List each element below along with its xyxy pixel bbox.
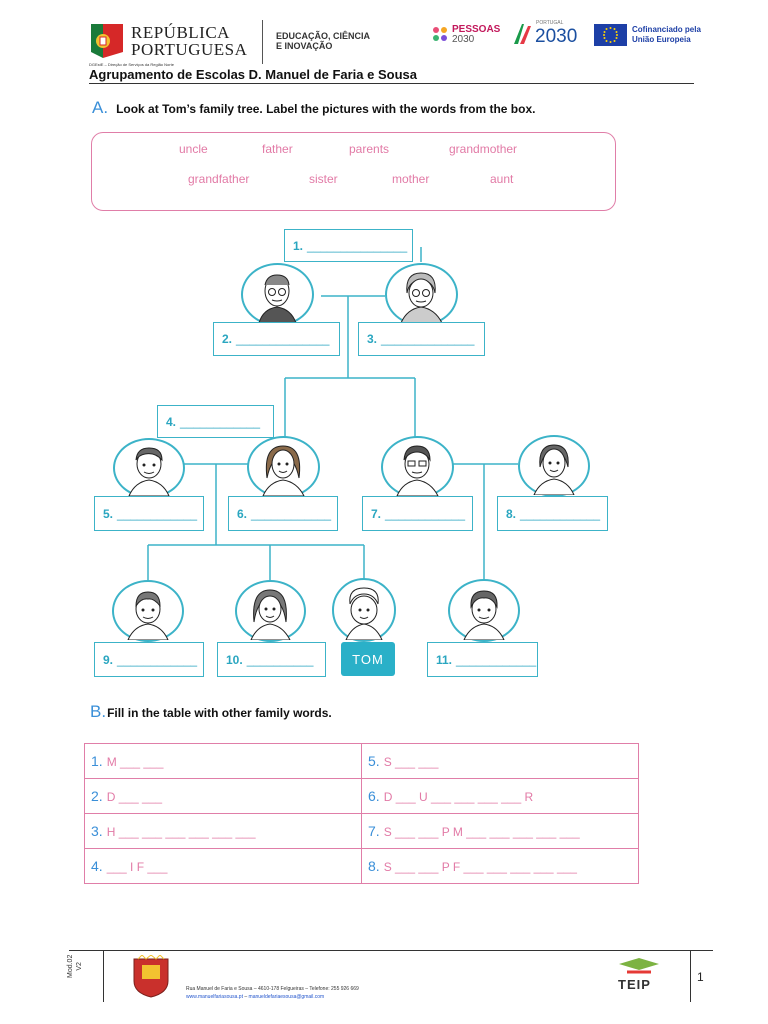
- mod-code: Mod.02: [67, 954, 74, 978]
- woman-face-icon: [520, 437, 588, 495]
- portrait-cousin: [448, 579, 520, 642]
- tree-label-1[interactable]: [284, 229, 413, 262]
- man-face-icon: [115, 440, 183, 496]
- portrait-uncle-left: [113, 438, 185, 498]
- cell-text: S ___ ___ P M ___ ___ ___ ___ ___: [383, 825, 580, 839]
- cell-text: S ___ ___: [383, 755, 439, 769]
- cell-text: D ___ ___: [106, 790, 163, 804]
- tree-label-3[interactable]: [358, 322, 485, 356]
- word-parents: parents: [349, 142, 390, 156]
- ministry-line2: E INOVAÇÃO: [276, 41, 333, 51]
- answer-blank: ____________: [385, 506, 466, 521]
- tree-label-7[interactable]: [362, 496, 473, 531]
- answer-blank: ____________: [251, 506, 332, 521]
- answer-blank: ______________: [381, 332, 475, 346]
- answer-blank: ____________: [520, 506, 601, 521]
- grandmother-face-icon: [387, 265, 456, 324]
- table-cell[interactable]: [85, 849, 362, 884]
- table-row: [85, 849, 639, 884]
- tree-label-number: 9.: [103, 652, 114, 667]
- tree-label-9[interactable]: [94, 642, 204, 677]
- footer-links: [186, 994, 324, 1000]
- email-link[interactable]: manueldefariaesousa@gmail.com: [248, 994, 325, 1000]
- cell-number: 1.: [91, 753, 103, 769]
- portrait-sister: [235, 580, 306, 642]
- girl-face-icon: [237, 582, 304, 640]
- word-sister: sister: [309, 172, 338, 186]
- answer-blank: ____________: [117, 506, 198, 521]
- tree-label-2[interactable]: [213, 322, 340, 356]
- portrait-mother: [247, 436, 320, 498]
- answer-blank: ____________: [456, 652, 537, 667]
- footer-mod: [66, 955, 84, 978]
- word-grandmother: grandmother: [449, 142, 518, 156]
- cell-text: ___ I F ___: [106, 860, 168, 874]
- cell-number: 5.: [368, 753, 380, 769]
- cell-text: H ___ ___ ___ ___ ___ ___: [106, 825, 256, 839]
- toddler-face-icon: [334, 580, 394, 640]
- tree-label-8[interactable]: [497, 496, 608, 531]
- link-separator: –: [242, 994, 249, 1000]
- table-row: [85, 814, 639, 849]
- cell-number: 8.: [368, 858, 380, 874]
- word-father: father: [262, 142, 293, 156]
- portrait-aunt-right: [518, 435, 590, 497]
- tree-label-number: 8.: [506, 506, 517, 521]
- section-a-instruction: Look at Tom’s family tree. Label the pictures with the words from the box.: [116, 102, 536, 116]
- footer-left-divider: [103, 950, 104, 1002]
- cell-number: 7.: [368, 823, 380, 839]
- cell-text: M ___ ___: [106, 755, 164, 769]
- footer-rule: [69, 950, 713, 951]
- tree-label-11[interactable]: [427, 642, 538, 677]
- answer-blank: ______________: [236, 332, 330, 346]
- answer-blank: ____________: [117, 652, 198, 667]
- tree-label-4[interactable]: [157, 405, 274, 438]
- table-cell[interactable]: [362, 744, 639, 779]
- portrait-father: [381, 436, 454, 498]
- answer-blank: _______________: [307, 238, 408, 253]
- eu-line2: União Europeia: [632, 35, 691, 44]
- pessoas-year: 2030: [452, 34, 475, 45]
- tree-label-number: 11.: [436, 652, 453, 667]
- section-a-letter: A.: [92, 98, 109, 117]
- answer-blank: __________: [246, 652, 314, 667]
- cell-number: 2.: [91, 788, 103, 804]
- tree-label-number: 6.: [237, 506, 248, 521]
- teip-label: TEIP: [618, 977, 651, 992]
- table-cell[interactable]: [85, 744, 362, 779]
- woman-face-icon: [249, 438, 318, 496]
- table-cell[interactable]: [362, 849, 639, 884]
- cell-number: 6.: [368, 788, 380, 804]
- teip-logo-icon: [617, 956, 661, 978]
- website-link[interactable]: www.manuelfariasousa.pt: [186, 994, 243, 1000]
- answer-blank: ____________: [180, 414, 261, 429]
- footer-right-divider: [690, 950, 691, 1002]
- cell-number: 4.: [91, 858, 103, 874]
- tree-label-number: 7.: [371, 506, 382, 521]
- word-aunt: aunt: [490, 172, 514, 186]
- portrait-grandmother: [385, 263, 458, 326]
- word-uncle: uncle: [179, 142, 208, 156]
- tree-label-10[interactable]: [217, 642, 326, 677]
- portrait-tom: [332, 578, 396, 642]
- tree-label-number: 5.: [103, 506, 114, 521]
- footer-address: Rua Manuel de Faria e Sousa – 4610-178 Felgueiras – Telefone: 255 926 669: [186, 986, 359, 992]
- school-name: Agrupamento de Escolas D. Manuel de Faria e Sousa: [89, 67, 417, 82]
- tree-label-number: 2.: [222, 332, 233, 346]
- republica-line2: PORTUGUESA: [131, 40, 248, 59]
- word-grandfather: grandfather: [188, 172, 250, 186]
- table-row: [85, 779, 639, 814]
- republica-line1: REPÚBLICA: [131, 23, 230, 42]
- table-cell[interactable]: [362, 779, 639, 814]
- dgeste-text: DGEstE – Direção de Serviços da Região Norte: [89, 62, 174, 67]
- ministry-line1: EDUCAÇÃO, CIÊNCIA: [276, 31, 371, 41]
- table-row: [85, 744, 639, 779]
- grandfather-face-icon: [243, 265, 312, 324]
- word-mother: mother: [392, 172, 430, 186]
- tree-label-number: 10.: [226, 652, 243, 667]
- cell-text: S ___ ___ P F ___ ___ ___ ___ ___: [383, 860, 577, 874]
- section-b-instruction: Fill in the table with other family words.: [107, 706, 332, 720]
- mod-version: V2: [76, 962, 83, 971]
- table-cell[interactable]: [362, 814, 639, 849]
- portrait-grandfather: [241, 263, 314, 326]
- cell-text: D ___ U ___ ___ ___ ___ R: [383, 790, 534, 804]
- portugal-small-label: PORTUGAL: [536, 20, 564, 26]
- tree-label-number: 3.: [367, 332, 378, 346]
- boy-face-icon: [450, 581, 518, 640]
- tree-label-number: 4.: [166, 414, 177, 429]
- tree-label-number: 1.: [293, 238, 304, 253]
- portugal-year: 2030: [535, 26, 578, 47]
- cell-number: 3.: [91, 823, 103, 839]
- tree-label-6[interactable]: [228, 496, 338, 531]
- school-crest-logo: [128, 955, 174, 999]
- portrait-brother: [112, 580, 184, 642]
- family-words-table: [84, 743, 639, 884]
- table-cell[interactable]: [85, 779, 362, 814]
- section-b-heading: [90, 702, 332, 722]
- tom-label: TOM: [341, 642, 395, 676]
- pessoas-label: PESSOAS: [452, 24, 501, 35]
- table-cell[interactable]: [85, 814, 362, 849]
- boy-face-icon: [114, 582, 182, 640]
- man-glasses-face-icon: [383, 438, 452, 496]
- section-b-letter: B.: [90, 702, 107, 721]
- page-number: 1: [697, 970, 704, 984]
- eu-line1: Cofinanciado pela: [632, 25, 701, 34]
- tree-label-5[interactable]: [94, 496, 204, 531]
